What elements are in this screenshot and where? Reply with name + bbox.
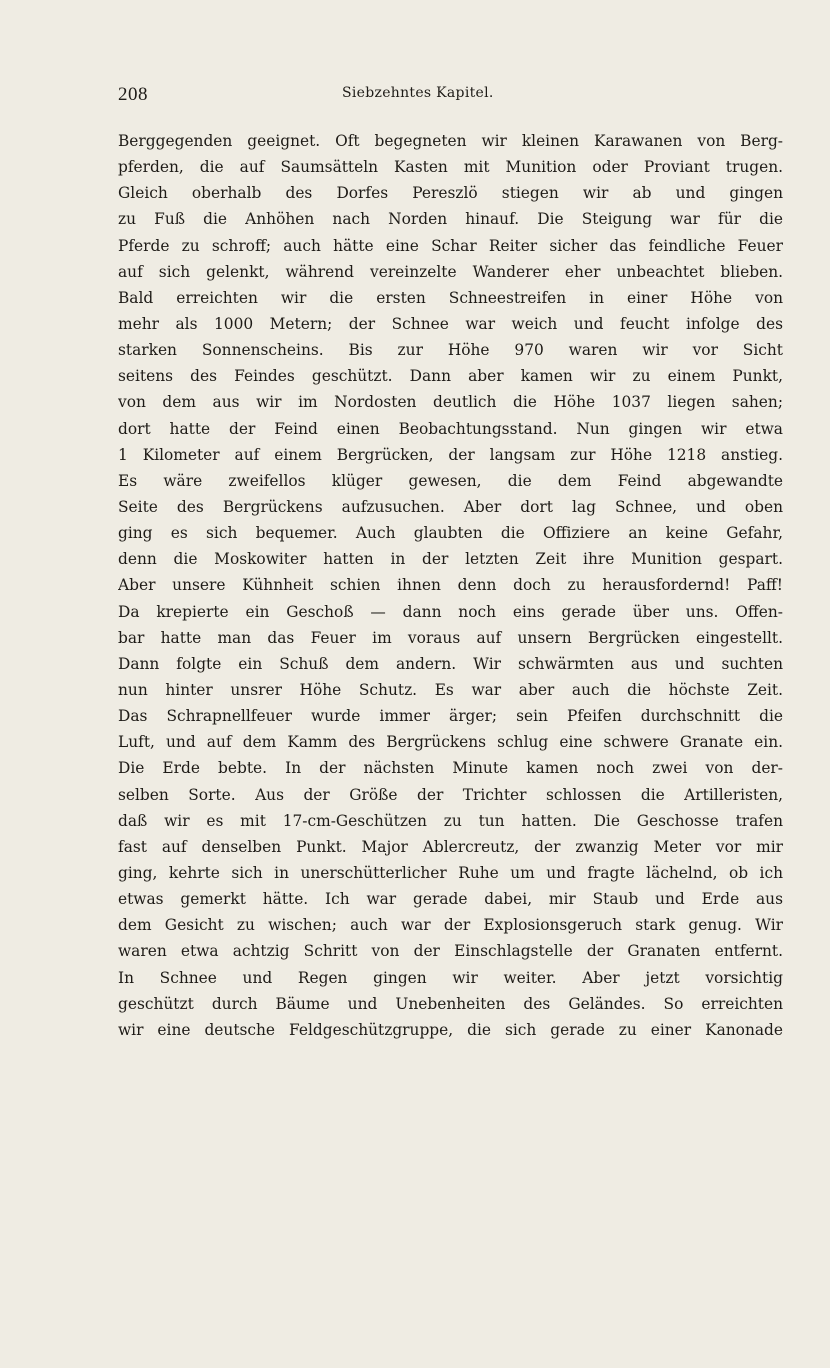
text-line: Berggegenden geeignet. Oft begegneten wir kleinen Karawanen von Berg- bbox=[118, 132, 783, 150]
text-line: In Schnee und Regen gingen wir weiter. Aber jetzt vorsichtig bbox=[118, 968, 783, 987]
text-line: denn die Moskowiter hatten in der letzten Zeit ihre Munition gespart. bbox=[118, 550, 783, 569]
running-head: Siebzehntes Kapitel. bbox=[342, 85, 494, 101]
text-line: von dem aus wir im Nordosten deutlich die Höhe 1037 liegen sahen; bbox=[118, 393, 783, 412]
text-line: Die Erde bebte. In der nächsten Minute kamen noch zwei von der- bbox=[118, 759, 783, 778]
text-line: bar hatte man das Feuer im voraus auf unsern Bergrücken eingestellt. bbox=[118, 628, 783, 647]
text-line: nun hinter unsrer Höhe Schutz. Es war aber auch die höchste Zeit. bbox=[118, 680, 783, 699]
text-line: dem Gesicht zu wischen; auch war der Explosionsgeruch stark genug. Wir bbox=[118, 916, 783, 935]
text-line: dort hatte der Feind einen Beobachtungsstand. Nun gingen wir etwa bbox=[118, 419, 783, 438]
text-line: Es wäre zweifellos klüger gewesen, die dem Feind abgewandte bbox=[118, 471, 783, 490]
text-line: auf sich gelenkt, während vereinzelte Wanderer eher unbeachtet blieben. bbox=[118, 262, 783, 281]
text-line: Pferde zu schroff; auch hätte eine Schar Reiter sicher das feindliche Feuer bbox=[118, 236, 783, 255]
text-line: zu Fuß die Anhöhen nach Norden hinauf. Die Steigung war für die bbox=[118, 210, 783, 229]
text-line: seitens des Feindes geschützt. Dann aber kamen wir zu einem Punkt, bbox=[118, 367, 783, 386]
text-line: fast auf denselben Punkt. Major Ablercreutz, der zwanzig Meter vor mir bbox=[118, 837, 783, 856]
page-header bbox=[118, 84, 778, 112]
text-line: etwas gemerkt hätte. Ich war gerade dabei, mir Staub und Erde aus bbox=[118, 890, 783, 909]
text-line: wir eine deutsche Feldgeschützgruppe, die sich gerade zu einer Kanonade bbox=[118, 1020, 783, 1039]
text-line: starken Sonnenscheins. Bis zur Höhe 970 waren wir vor Sicht bbox=[118, 341, 783, 360]
page-number: 208 bbox=[118, 84, 148, 105]
text-line: Luft, und auf dem Kamm des Bergrückens schlug eine schwere Granate ein. bbox=[118, 733, 783, 752]
text-line: pferden, die auf Saumsätteln Kasten mit Munition oder Proviant trugen. bbox=[118, 158, 783, 177]
text-line: Dann folgte ein Schuß dem andern. Wir schwärmten aus und suchten bbox=[118, 654, 783, 673]
text-line: Aber unsere Kühnheit schien ihnen denn doch zu herausfordernd! Paff! bbox=[118, 576, 783, 595]
text-line: waren etwa achtzig Schritt von der Einschlagstelle der Granaten entfernt. bbox=[118, 942, 783, 961]
text-line: ging, kehrte sich in unerschütterlicher Ruhe um und fragte lächelnd, ob ich bbox=[118, 863, 783, 882]
text-line: Gleich oberhalb des Dorfes Pereszlö stiegen wir ab und gingen bbox=[118, 184, 783, 203]
text-line: Seite des Bergrückens aufzusuchen. Aber dort lag Schnee, und oben bbox=[118, 497, 783, 516]
text-line: Bald erreichten wir die ersten Schneestreifen in einer Höhe von bbox=[118, 288, 783, 307]
text-line: daß wir es mit 17-cm-Geschützen zu tun hatten. Die Geschosse trafen bbox=[118, 811, 783, 830]
text-line: selben Sorte. Aus der Größe der Trichter schlossen die Artilleristen, bbox=[118, 785, 783, 804]
text-line: Da krepierte ein Geschoß — dann noch eins gerade über uns. Offen- bbox=[118, 602, 783, 621]
text-line: mehr als 1000 Metern; der Schnee war weich und feucht infolge des bbox=[118, 314, 783, 333]
body-text bbox=[118, 128, 783, 1043]
text-line: ging es sich bequemer. Auch glaubten die Offiziere an keine Gefahr, bbox=[118, 524, 783, 543]
text-line: Das Schrapnellfeuer wurde immer ärger; sein Pfeifen durchschnitt die bbox=[118, 707, 783, 726]
text-line: 1 Kilometer auf einem Bergrücken, der langsam zur Höhe 1218 anstieg. bbox=[118, 445, 783, 464]
text-line: geschützt durch Bäume und Unebenheiten des Geländes. So erreichten bbox=[118, 994, 783, 1013]
